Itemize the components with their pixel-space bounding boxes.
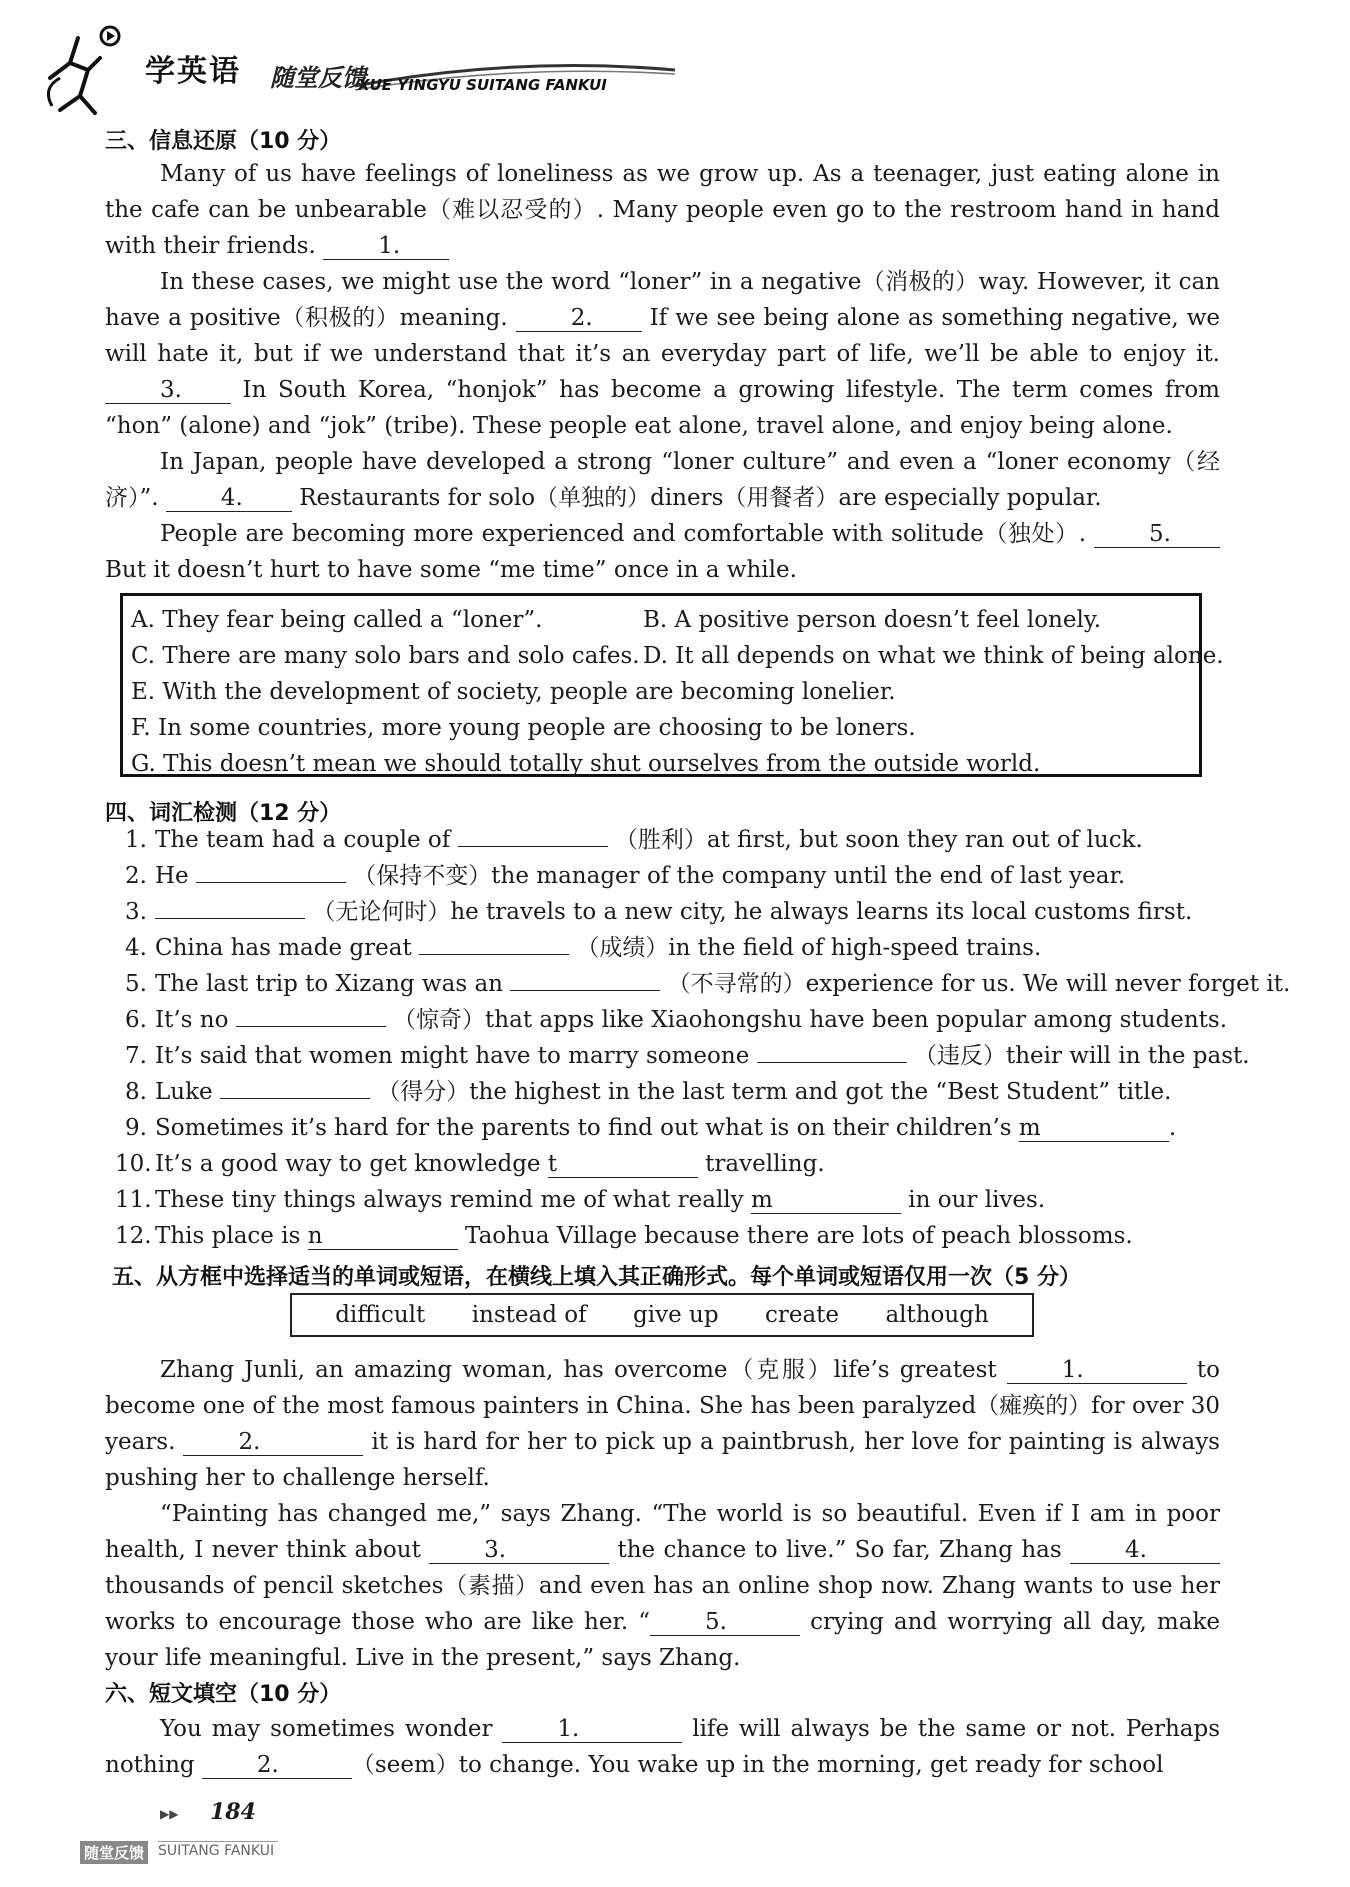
paragraph: “Painting has changed me,” says Zhang. “The world is so beautiful. Even if I am in poor health, I never think about 3. the chance to live.” So far, Zhang has 4. thousands of pencil sketches（素描）and even has an online shop now. Zhang wants to use her works to encourage those who are like her. “ 5. crying and worrying all day, make your life meaningful. Live in the present,” says Zhang. bbox=[105, 1501, 1220, 1671]
arrows-icon: ▶▶ bbox=[160, 1807, 179, 1821]
answer-blank[interactable]: 5. bbox=[650, 1609, 800, 1636]
option-g: G. This doesn’t mean we should totally shut ourselves from the outside world. bbox=[131, 751, 1041, 777]
answer-blank[interactable]: 2. bbox=[202, 1752, 352, 1779]
answer-blank[interactable] bbox=[510, 990, 660, 991]
vocab-item: 1. The team had a couple of （胜利）at first, but soon they ran out of luck. bbox=[125, 827, 1143, 853]
vocab-item: 7. It’s said that women might have to marry someone （违反）their will in the past. bbox=[125, 1043, 1250, 1069]
brand-subtitle: 随堂反馈 bbox=[270, 64, 366, 92]
vocab-item: 2. He （保持不变）the manager of the company until the end of last year. bbox=[125, 863, 1126, 889]
footer-pinyin: SUITANG FANKUI bbox=[158, 1843, 275, 1859]
option-row bbox=[131, 602, 1199, 638]
page-number: 184 bbox=[210, 1799, 256, 1825]
vocab-item: 4. China has made great （成绩）in the field of high-speed trains. bbox=[125, 935, 1042, 961]
answer-blank[interactable] bbox=[155, 918, 305, 919]
answer-blank[interactable]: 3. bbox=[105, 377, 231, 404]
answer-blank[interactable]: 3. bbox=[429, 1537, 609, 1564]
section-4-title: 四、词汇检测（12 分） bbox=[105, 801, 342, 826]
paragraph: Zhang Junli, an amazing woman, has overcome（克服）life’s greatest 1. to become one of the most famous painters in China. She has been paralyzed（瘫痪的）for over 30 years. 2. it is hard for her to pick up a paintbrush, her love for painting is always pushing her to challenge herself. bbox=[105, 1357, 1220, 1491]
answer-blank[interactable] bbox=[220, 1098, 370, 1099]
answer-blank[interactable]: 1. bbox=[502, 1716, 682, 1743]
option-c: C. There are many solo bars and solo cafes. bbox=[131, 643, 640, 669]
answer-blank[interactable] bbox=[757, 1062, 907, 1063]
vocab-item: 12. This place is n Taohua Village because there are lots of peach blossoms. bbox=[115, 1223, 1133, 1249]
vocab-item: 6. It’s no （惊奇）that apps like Xiaohongshu have been popular among students. bbox=[125, 1007, 1228, 1033]
section-5-title: 五、从方框中选择适当的单词或短语，在横线上填入其正确形式。每个单词或短语仅用一次（5 分） bbox=[112, 1265, 1081, 1290]
answer-blank[interactable]: 2. bbox=[183, 1429, 363, 1456]
footer-divider bbox=[158, 1841, 278, 1842]
word-option: although bbox=[885, 1302, 989, 1328]
page-header bbox=[40, 18, 640, 118]
answer-blank[interactable]: 2. bbox=[516, 305, 642, 332]
option-b: B. A positive person doesn’t feel lonely. bbox=[643, 607, 1102, 633]
answer-blank[interactable] bbox=[419, 954, 569, 955]
section-6-passage bbox=[105, 1711, 1220, 1783]
answer-blank[interactable]: m bbox=[751, 1187, 901, 1214]
paragraph: People are becoming more experienced and comfortable with solitude（独处）. 5. But it doesn’t hurt to have some “me time” once in a while. bbox=[105, 516, 1220, 588]
paragraph: In Japan, people have developed a strong “loner culture” and even a “loner economy（经济）”. 4. Restaurants for solo（单独的）diners（用餐者）are especially popular. bbox=[105, 449, 1220, 511]
answer-blank[interactable]: 4. bbox=[1070, 1537, 1220, 1564]
options-box bbox=[120, 593, 1224, 777]
answer-blank[interactable]: 1. bbox=[323, 233, 449, 260]
word-option: give up bbox=[633, 1302, 719, 1328]
section-3-title: 三、信息还原（10 分） bbox=[105, 129, 342, 154]
word-option: create bbox=[764, 1302, 840, 1328]
footer-label: 随堂反馈 bbox=[80, 1841, 148, 1864]
vocab-item: 3. （无论何时）he travels to a new city, he always learns its local customs first. bbox=[125, 899, 1193, 925]
answer-blank[interactable]: 5. bbox=[1094, 521, 1220, 548]
runner-logo-icon bbox=[40, 18, 140, 118]
vocab-item: 10. It’s a good way to get knowledge t travelling. bbox=[115, 1151, 825, 1177]
answer-blank[interactable]: m bbox=[1019, 1115, 1169, 1142]
answer-blank[interactable]: n bbox=[308, 1223, 458, 1250]
vocab-item: 8. Luke （得分）the highest in the last term and got the “Best Student” title. bbox=[125, 1079, 1172, 1105]
paragraph: Many of us have feelings of loneliness as we grow up. As a teenager, just eating alone in the cafe can be unbearable（难以忍受的）. Many people even go to the restroom hand in hand with their friends. 1. bbox=[105, 161, 1220, 259]
vocab-list bbox=[115, 822, 1291, 1254]
word-option: instead of bbox=[471, 1302, 587, 1328]
section-5-passage bbox=[105, 1352, 1220, 1676]
word-bank bbox=[290, 1293, 1034, 1337]
vocab-item: 11. These tiny things always remind me of what really m in our lives. bbox=[115, 1187, 1046, 1213]
paragraph: You may sometimes wonder 1. life will always be the same or not. Perhaps nothing 2. （seem）to change. You wake up in the morning, get ready for school bbox=[105, 1716, 1220, 1778]
option-a: A. They fear being called a “loner”. bbox=[131, 607, 543, 633]
answer-blank[interactable]: 1. bbox=[1007, 1357, 1187, 1384]
answer-blank[interactable]: 4. bbox=[166, 485, 292, 512]
option-d: D. It all depends on what we think of being alone. bbox=[643, 643, 1224, 669]
vocab-item: 9. Sometimes it’s hard for the parents to find out what is on their children’s m . bbox=[125, 1115, 1177, 1141]
page-footer bbox=[80, 1795, 480, 1875]
option-row bbox=[131, 638, 1224, 674]
word-option: difficult bbox=[335, 1302, 426, 1328]
option-f: F. In some countries, more young people are choosing to be loners. bbox=[131, 715, 916, 741]
section-3-passage bbox=[105, 156, 1220, 588]
paragraph: In these cases, we might use the word “loner” in a negative（消极的）way. However, it can have a positive（积极的）meaning. 2. If we see being alone as something negative, we will hate it, but if we understand that it’s an everyday part of life, we’ll be able to enjoy it. 3. In South Korea, “honjok” has become a growing lifestyle. The term comes from “hon” (alone) and “jok” (tribe). These people eat alone, travel alone, and enjoy being alone. bbox=[105, 269, 1221, 439]
option-e: E. With the development of society, people are becoming lonelier. bbox=[131, 679, 896, 705]
vocab-item: 5. The last trip to Xizang was an （不寻常的）experience for us. We will never forget it. bbox=[125, 971, 1291, 997]
answer-blank[interactable] bbox=[196, 882, 346, 883]
brand-pinyin: XUE YINGYU SUITANG FANKUI bbox=[358, 76, 607, 94]
answer-blank[interactable] bbox=[458, 846, 608, 847]
section-6-title: 六、短文填空（10 分） bbox=[105, 1682, 342, 1707]
answer-blank[interactable]: t bbox=[548, 1151, 698, 1178]
answer-blank[interactable] bbox=[236, 1026, 386, 1027]
brand-title: 学英语 bbox=[145, 54, 241, 89]
